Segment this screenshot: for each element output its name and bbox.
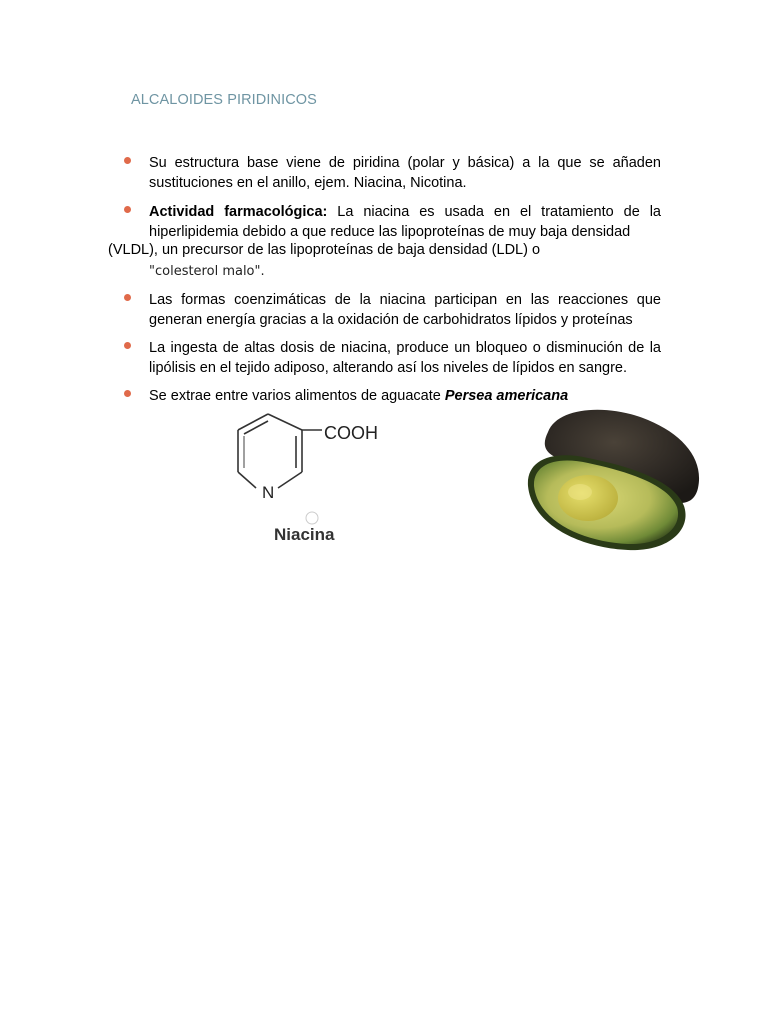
bullet-2-bold-label: Actividad farmacológica: <box>149 204 328 220</box>
bullet-5-text: Se extrae entre varios alimentos de aguacate <box>149 388 445 404</box>
species-name: Persea americana <box>444 388 569 404</box>
bullet-2-line-4: "colesterol malo". <box>149 264 265 279</box>
bullet-dot <box>124 206 131 213</box>
avocado-image <box>518 402 708 564</box>
bullet-1-line-2: sustituciones en el anillo, ejem. Niacina, Nicotina. <box>149 175 467 191</box>
bullet-4-line-2: lipólisis en el tejido adiposo, alterando así los niveles de lípidos en sangre. <box>149 360 627 376</box>
bullet-item-4 <box>149 338 661 378</box>
bullet-dot <box>124 342 131 349</box>
bullet-1-line-1: Su estructura base viene de piridina (polar y básica) a la que se añaden <box>149 155 661 171</box>
bullet-item-2 <box>149 202 661 242</box>
bullet-2-line-1 <box>149 202 661 222</box>
bullet-4-line-1: La ingesta de altas dosis de niacina, produce un bloqueo o disminución de la <box>149 340 661 356</box>
bullet-2-line-3: (VLDL), un precursor de las lipoproteínas de baja densidad (LDL) o <box>108 242 541 258</box>
bullet-dot <box>124 157 131 164</box>
carboxyl-group-label: COOH <box>324 423 378 443</box>
section-heading: ALCALOIDES PIRIDINICOS <box>131 92 317 108</box>
bullet-2-line-2: hiperlipidemia debido a que reduce las lipoproteínas de muy baja densidad <box>149 224 631 240</box>
bullet-dot <box>124 294 131 301</box>
bullet-item-3 <box>149 290 661 330</box>
bullet-2-line-1-rest: La niacina es usada en el tratamiento de la <box>327 204 661 220</box>
niacin-caption: Niacina <box>274 525 335 544</box>
nitrogen-atom-label: N <box>262 483 275 502</box>
bullet-item-1 <box>149 153 661 193</box>
niacin-structure-diagram <box>226 408 406 558</box>
bullet-3-line-1: Las formas coenzimáticas de la niacina participan en las reacciones que <box>149 292 661 308</box>
bullet-dot <box>124 390 131 397</box>
bullet-3-line-2: generan energía gracias a la oxidación de carbohidratos lípidos y proteínas <box>149 312 633 328</box>
